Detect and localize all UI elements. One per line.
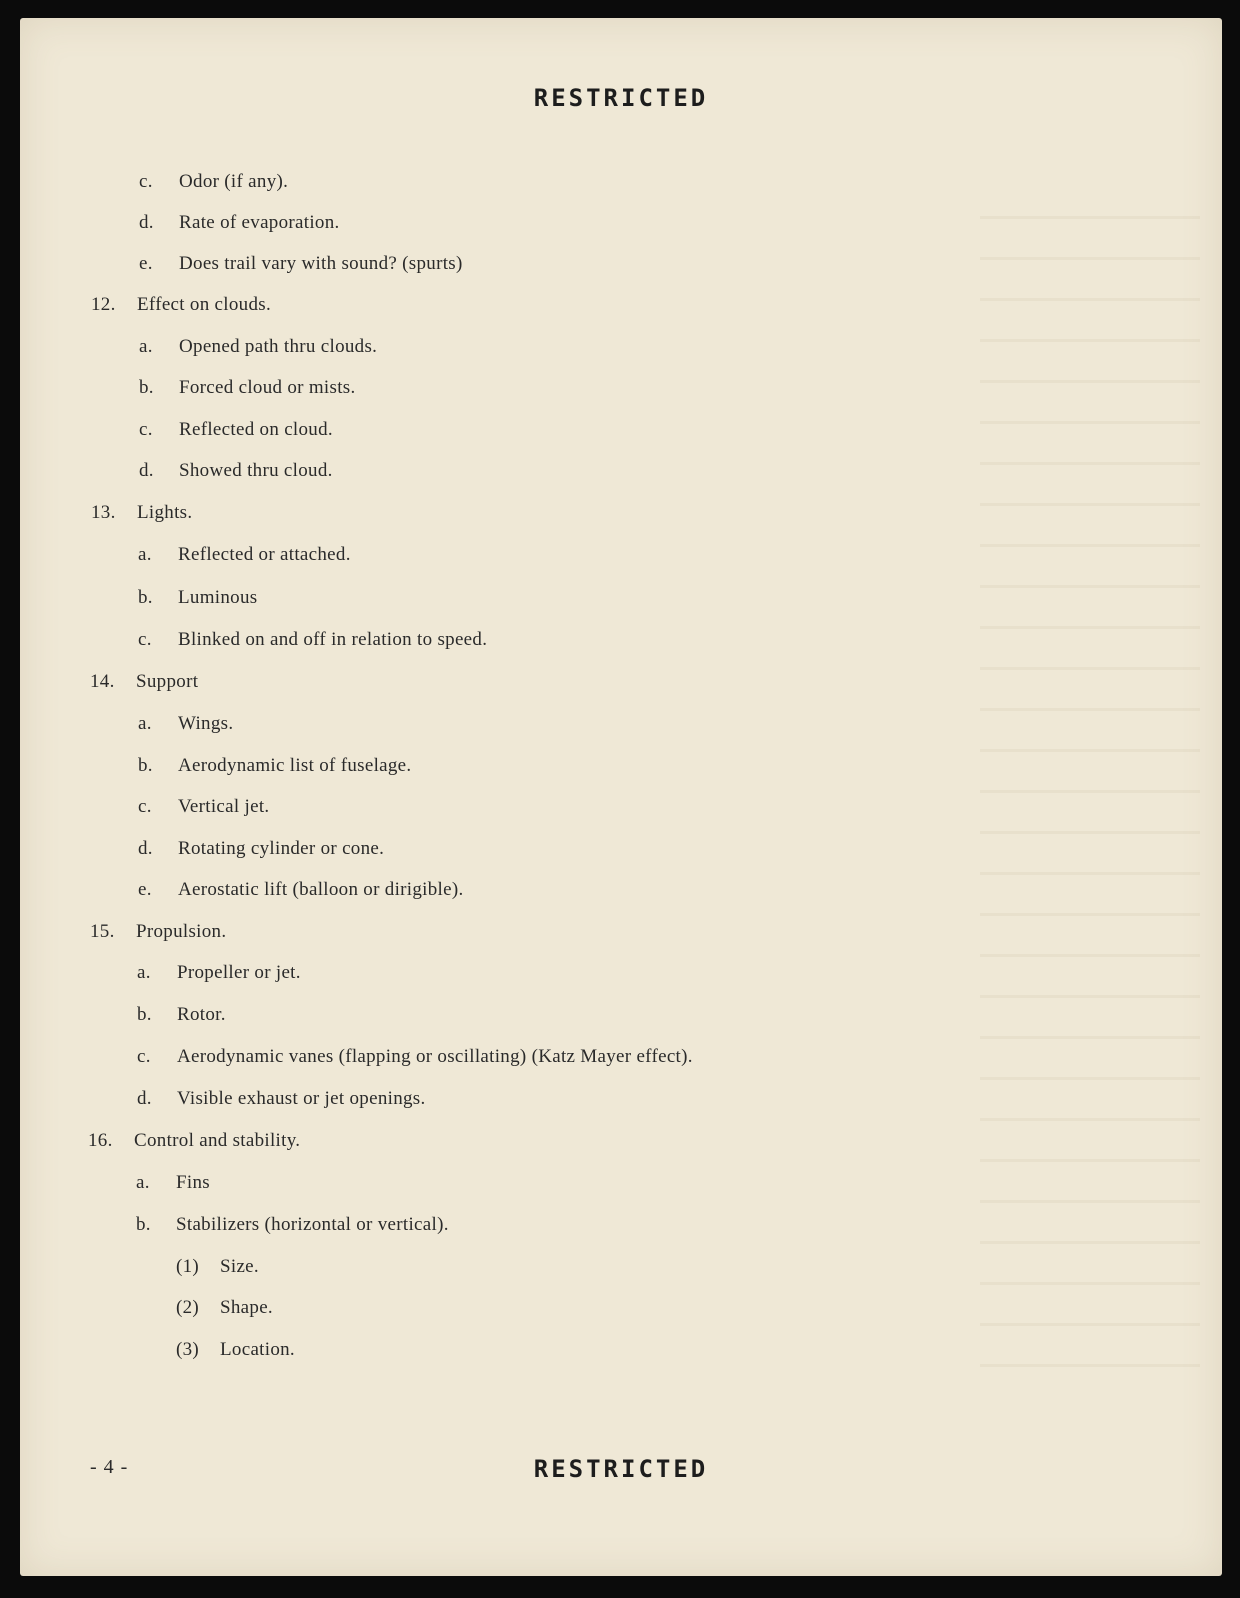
list-item bbox=[139, 460, 333, 482]
item-marker: c. bbox=[137, 1046, 151, 1067]
sub-item-marker: (3) bbox=[176, 1339, 200, 1360]
list-item bbox=[138, 879, 464, 901]
item-text: Stabilizers (horizontal or vertical). bbox=[176, 1214, 449, 1235]
item-marker: d. bbox=[138, 838, 153, 859]
item-text: Odor (if any). bbox=[179, 171, 289, 192]
item-marker: a. bbox=[136, 1172, 150, 1193]
item-text: Fins bbox=[176, 1172, 210, 1193]
item-marker: c. bbox=[138, 629, 152, 650]
list-item bbox=[138, 838, 384, 860]
bleed-through-texture bbox=[980, 178, 1200, 1378]
item-marker: e. bbox=[139, 253, 153, 274]
list-item bbox=[139, 171, 288, 193]
item-marker: c. bbox=[139, 419, 153, 440]
item-marker: d. bbox=[139, 460, 154, 481]
item-marker: d. bbox=[139, 212, 154, 233]
item-text: Vertical jet. bbox=[178, 796, 270, 817]
sub-list-item bbox=[176, 1256, 259, 1278]
section-number: 13. bbox=[91, 502, 116, 523]
item-text: Wings. bbox=[178, 713, 234, 734]
list-item bbox=[139, 336, 377, 358]
sub-item-text: Location. bbox=[220, 1339, 295, 1360]
section-heading bbox=[91, 294, 271, 316]
section-number: 15. bbox=[90, 921, 115, 942]
item-text: Aerostatic lift (balloon or dirigible). bbox=[178, 879, 464, 900]
item-text: Visible exhaust or jet openings. bbox=[177, 1088, 426, 1109]
sub-item-text: Shape. bbox=[220, 1297, 273, 1318]
item-marker: b. bbox=[138, 587, 153, 608]
item-text: Showed thru cloud. bbox=[179, 460, 333, 481]
item-marker: b. bbox=[136, 1214, 151, 1235]
sub-list-item bbox=[176, 1297, 273, 1319]
section-number: 14. bbox=[90, 671, 115, 692]
list-item bbox=[139, 253, 463, 275]
sub-list-item bbox=[176, 1339, 295, 1361]
list-item bbox=[139, 212, 340, 234]
list-item bbox=[139, 377, 356, 399]
item-text: Opened path thru clouds. bbox=[179, 336, 378, 357]
section-title: Control and stability. bbox=[134, 1130, 301, 1151]
list-item bbox=[136, 1214, 449, 1236]
section-title: Propulsion. bbox=[136, 921, 227, 942]
item-text: Rotor. bbox=[177, 1004, 226, 1025]
header-classification-stamp: RESTRICTED bbox=[533, 84, 709, 112]
item-marker: c. bbox=[138, 796, 152, 817]
document-page bbox=[20, 18, 1222, 1576]
list-item bbox=[139, 419, 333, 441]
list-item bbox=[137, 1088, 426, 1110]
footer-classification-stamp: RESTRICTED bbox=[533, 1455, 709, 1483]
list-item bbox=[137, 1046, 693, 1068]
sub-item-text: Size. bbox=[220, 1256, 259, 1277]
item-marker: a. bbox=[138, 544, 152, 565]
item-text: Forced cloud or mists. bbox=[179, 377, 356, 398]
item-text: Does trail vary with sound? (spurts) bbox=[179, 253, 463, 274]
item-text: Rate of evaporation. bbox=[179, 212, 340, 233]
section-heading bbox=[91, 502, 192, 524]
list-item bbox=[138, 587, 257, 609]
list-item bbox=[138, 713, 233, 735]
section-number: 12. bbox=[91, 294, 116, 315]
section-title: Lights. bbox=[137, 502, 193, 523]
section-number: 16. bbox=[88, 1130, 113, 1151]
item-text: Reflected or attached. bbox=[178, 544, 351, 565]
section-title: Support bbox=[136, 671, 199, 692]
item-marker: a. bbox=[139, 336, 153, 357]
item-text: Aerodynamic list of fuselage. bbox=[178, 755, 412, 776]
item-marker: a. bbox=[138, 713, 152, 734]
list-item bbox=[138, 796, 269, 818]
item-text: Luminous bbox=[178, 587, 258, 608]
item-marker: c. bbox=[139, 171, 153, 192]
list-item bbox=[137, 962, 301, 984]
list-item bbox=[138, 544, 351, 566]
item-text: Reflected on cloud. bbox=[179, 419, 333, 440]
section-heading bbox=[88, 1130, 300, 1152]
list-item bbox=[137, 1004, 226, 1026]
item-marker: b. bbox=[139, 377, 154, 398]
item-text: Blinked on and off in relation to speed. bbox=[178, 629, 488, 650]
section-heading bbox=[90, 671, 198, 693]
item-text: Rotating cylinder or cone. bbox=[178, 838, 385, 859]
item-marker: b. bbox=[137, 1004, 152, 1025]
item-marker: d. bbox=[137, 1088, 152, 1109]
sub-item-marker: (2) bbox=[176, 1297, 200, 1318]
item-marker: b. bbox=[138, 755, 153, 776]
list-item bbox=[138, 629, 487, 651]
item-marker: a. bbox=[137, 962, 151, 983]
page-number: - 4 - bbox=[90, 1456, 129, 1478]
list-item bbox=[136, 1172, 210, 1194]
section-title: Effect on clouds. bbox=[137, 294, 272, 315]
sub-item-marker: (1) bbox=[176, 1256, 200, 1277]
list-item bbox=[138, 755, 411, 777]
item-marker: e. bbox=[138, 879, 152, 900]
section-heading bbox=[90, 921, 226, 943]
item-text: Propeller or jet. bbox=[177, 962, 301, 983]
item-text: Aerodynamic vanes (flapping or oscillating) (Katz Mayer effect). bbox=[177, 1046, 693, 1067]
